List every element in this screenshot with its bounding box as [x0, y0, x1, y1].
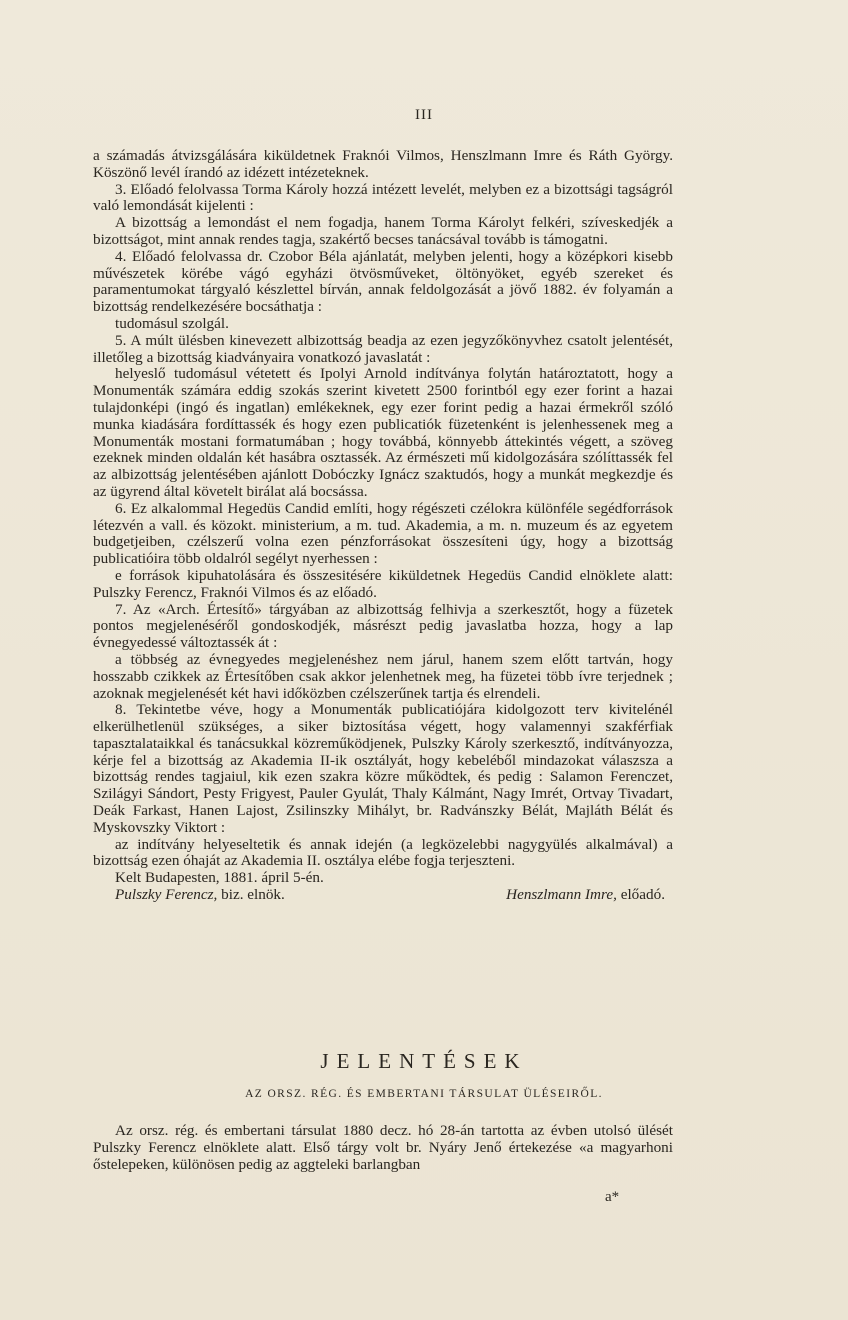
- paragraph: e források kipuhatolására és összesitésére kiküldetnek Hegedüs Candid elnöklete alatt: Pulszky Ferencz, Fraknói Vilmos és az előadó.: [93, 566, 673, 601]
- paragraph: az indítvány helyeseltetik és annak idején (a legközelebbi nagygyülés alkalmával) a bizottság ezen óhaját az Akademia II. osztálya elébe fogja terjeszteni.: [93, 835, 673, 870]
- paragraph: 4. Előadó felolvassa dr. Czobor Béla ajánlatát, melyben jelenti, hogy a középkori kisebb művészetek körébe vágó egyházi ötvösműveket, öltönyöket, egyéb szereket és paramentumokat tárgyaló készlettel bírván, annak feldolgozását a jövő 1882. év folyamán a bizottság rendelkezésére bocsáthatja :: [93, 247, 673, 316]
- paragraph: 3. Előadó felolvassa Torma Károly hozzá intézett levelét, melyben ez a bizottsági tagságról való lemondását kijelenti :: [93, 180, 673, 215]
- signature-line: [93, 887, 673, 904]
- printer-signature-mark: a*: [605, 1189, 620, 1205]
- paragraph: a többség az évnegyedes megjelenéshez nem járul, hanem szem előtt tartván, hogy hosszabb czikkek az Értesítőben csak akkor jelenhetnek meg, ha füzetei több ívre terjednek ; azoknak megjelenését két havi időközben czélszerűnek tartja és elrendeli.: [93, 650, 673, 702]
- paragraph: 5. A múlt ülésben kinevezett albizottság beadja az ezen jegyzőkönyvhez csatolt jelentését, illetőleg a bizottság kiadványaira vonatkozó javaslatát :: [93, 331, 673, 366]
- signer-name: Henszlmann Imre,: [506, 886, 617, 904]
- page-number: III: [415, 107, 433, 123]
- report-body: [93, 1123, 673, 1173]
- signer-role: biz. elnök.: [217, 886, 285, 904]
- paragraph: A bizottság a lemondást el nem fogadja, hanem Torma Károlyt felkéri, szíveskedjék a bizottságot, mint annak rendes tagja, szakértő becses tanácsával tovább is támogatni.: [93, 214, 673, 248]
- report-paragraph: Az orsz. rég. és embertani társulat 1880 decz. hó 28-án tartotta az évben utolsó ülését Pulszky Ferencz elnöklete alatt. Első tárgy volt br. Nyáry Jenő értekezése «a magyarhoni őstelepeken, különösen pedig az aggteleki barlangban: [93, 1122, 673, 1173]
- paragraph: 8. Tekintetbe véve, hogy a Monumenták publicatiójára kidolgozott terv kivitelénél elkerülhetlenül szükséges, a siker biztosítása végett, hogy valamennyi szakférfiak tapasztalataikkal és tanácsukkal közreműködjenek, Pulszky Károly szerkesztő, indítványozza, kérje fel a bizottság az Akademia II-ik osztályát, hogy kebeléből mindazokat válaszsza a bizottság rendes tagjaiul, kik ezen szakra közre működtek, és pedig : Salamon Ferenczet, Szilágyi Sándort, Pesty Frigyest, Pauler Gyulát, Thaly Kálmánt, Nagy Imrét, Ortvay Tivadart, Deák Farkast, Hanen Lajost, Zsilinszky Mihályt, br. Radvánszky Bélát, Majláth Bélát és Myskovszky Viktort :: [93, 701, 673, 836]
- signer-role: előadó.: [616, 886, 665, 904]
- paragraph: 6. Ez alkalommal Hegedüs Candid említi, hogy régészeti czélokra különféle segédforrások létezvén a vall. és közokt. ministerium, a m. tud. Akademia, a m. n. muzeum és az egyetem budgetjeiben, czélszerű volna ezen pénzforrásokat összesíteni úgy, hogy a bizottság publicatióira több oldalról segélyt nyerhessen :: [93, 499, 673, 568]
- signature-right: [506, 887, 665, 904]
- signature-left: [115, 887, 285, 904]
- paragraph: Kelt Budapesten, 1881. ápril 5-én.: [115, 869, 324, 887]
- signer-name: Pulszky Ferencz,: [115, 886, 218, 904]
- paragraph: tudomásul szolgál.: [115, 314, 229, 332]
- paragraph: 7. Az «Arch. Értesítő» tárgyában az albizottság felhivja a szerkesztőt, hogy a füzetek pontos megjelenéséről gondoskodjék, másrészt pedig javaslatba hozza, hogy a lap évnegyedessé változtassék át :: [93, 600, 673, 652]
- section-subtitle: AZ ORSZ. RÉG. ÉS EMBERTANI TÁRSULAT ÜLÉSEIRŐL.: [245, 1088, 603, 1100]
- minutes-body: [93, 148, 673, 904]
- paragraph: helyeslő tudomásul vétetett és Ipolyi Arnold indítványa folytán határoztatott, hogy a Monumenták számára eddig szokás szerint kivetett 2500 forintból egy ezer forint a hazai tulajdonképi (ingó és ingatlan) emlékeknek, egy ezer forint pedig a hazai érmekről szóló munka kiadására fordíttassék és hogy ezen publicatiók füzetenként is jelenhessenek meg a Monumenták mostani formatumában ; hogy továbbá, könnyebb áttekintés végett, a szöveg ezeknek minden oldalán két hasábra osztassék. Az érmészeti mű kidolgozására szólíttassék fel az albizottság jelentésében ajánlott Dobóczky Ignácz szaktudós, hogy a munkát megkezdje és az ügyrend által követelt birálat alá bocsássa.: [93, 365, 673, 500]
- section-title: JELENTÉSEK: [320, 1049, 528, 1073]
- paragraph: a számadás átvizsgálására kiküldetnek Fraknói Vilmos, Henszlmann Imre és Ráth György. Köszönő levél írandó az idézett intézeteknek.: [93, 147, 673, 181]
